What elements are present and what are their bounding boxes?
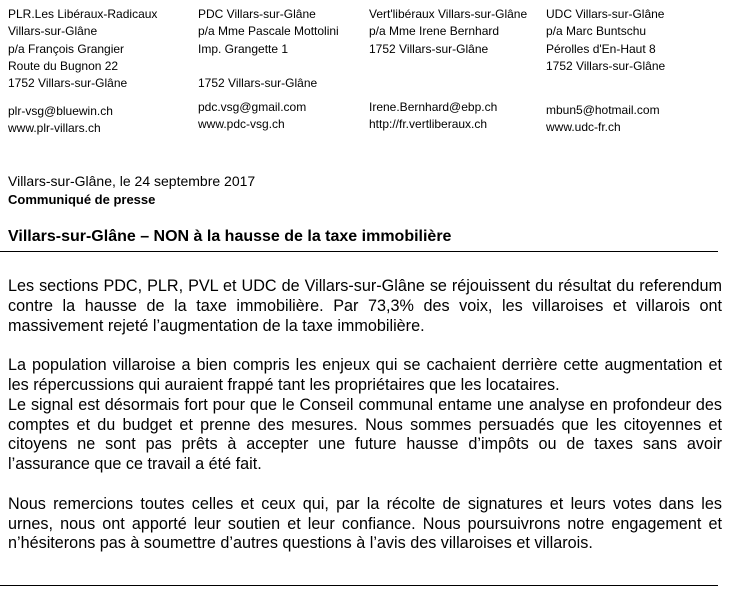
address-line: p/a Mme Pascale Mottolini [198, 24, 339, 39]
divider [0, 251, 718, 252]
date-line: Villars-sur-Glâne, le 24 septembre 2017 [8, 173, 256, 189]
paragraph: Les sections PDC, PLR, PVL et UDC de Villars-sur-Glâne se réjouissent du résultat du referendum contre la hausse de la taxe immobilière. Par 73,3% des voix, les villaroises et villarois ont massivement rejeté l’augmentation de la taxe immobilière. [8, 277, 722, 335]
website-link[interactable]: www.plr-villars.ch [8, 121, 101, 136]
address-line: UDC Villars-sur-Glâne [546, 7, 665, 21]
party-address-pdc [198, 6, 339, 132]
address-line: Vert'libéraux Villars-sur-Glâne [369, 7, 528, 21]
press-release-body [8, 277, 722, 574]
address-line: p/a Mme Irene Bernhard [369, 24, 500, 39]
address-line: Imp. Grangette 1 [198, 41, 289, 56]
address-line: PLR.Les Libéraux-Radicaux [8, 7, 158, 21]
address-line: 1752 Villars-sur-Glâne [369, 41, 489, 56]
address-line [198, 58, 339, 75]
address-line: 1752 Villars-sur-Glâne [546, 58, 666, 73]
address-line: p/a Marc Buntschu [546, 24, 647, 39]
email-link[interactable]: plr-vsg@bluewin.ch [8, 104, 113, 118]
address-line: 1752 Villars-sur-Glâne [8, 76, 128, 91]
party-address-pvl [369, 6, 528, 132]
address-line: 1752 Villars-sur-Glâne [198, 76, 318, 91]
website-link[interactable]: http://fr.vertliberaux.ch [369, 117, 488, 132]
party-address-plr [8, 6, 158, 136]
website-link[interactable]: www.pdc-vsg.ch [198, 117, 285, 132]
address-line: p/a François Grangier [8, 41, 125, 56]
email-link[interactable]: mbun5@hotmail.com [546, 103, 660, 117]
page-title: Villars-sur-Glâne – NON à la hausse de la taxe immobilière [8, 228, 452, 245]
address-line: Pérolles d'En-Haut 8 [546, 41, 656, 56]
divider [0, 585, 718, 586]
website-link[interactable]: www.udc-fr.ch [546, 120, 621, 135]
email-link[interactable]: pdc.vsg@gmail.com [198, 100, 307, 114]
paragraph: La population villaroise a bien compris les enjeux qui se cachaient derrière cette augmentation et les répercussions qui auraient frappé tant les propriétaires que les locataires. [8, 356, 722, 394]
address-line: Villars-sur-Glâne [8, 24, 98, 39]
document-label: Communiqué de presse [8, 192, 156, 207]
party-address-udc [546, 6, 666, 135]
address-line: Route du Bugnon 22 [8, 58, 119, 73]
paragraph: Le signal est désormais fort pour que le Conseil communal entame une analyse en profondeur des comptes et du budget et prenne des mesures. Nous sommes persuadés que les citoyennes et citoyens ne sont pas prêts à accepter une future hausse d’impôts ou de taxes sans avoir l’assurance que ce travail a été fait. [8, 395, 722, 474]
address-line: PDC Villars-sur-Glâne [198, 7, 316, 21]
email-link[interactable]: Irene.Bernhard@ebp.ch [369, 100, 498, 114]
paragraph: Nous remercions toutes celles et ceux qui, par la récolte de signatures et leurs votes dans les urnes, nous ont apporté leur soutien et leur confiance. Nous poursuivrons notre engagement et n’hésiterons pas à soumettre d’autres questions à l’avis des villaroises et villarois. [8, 494, 722, 553]
